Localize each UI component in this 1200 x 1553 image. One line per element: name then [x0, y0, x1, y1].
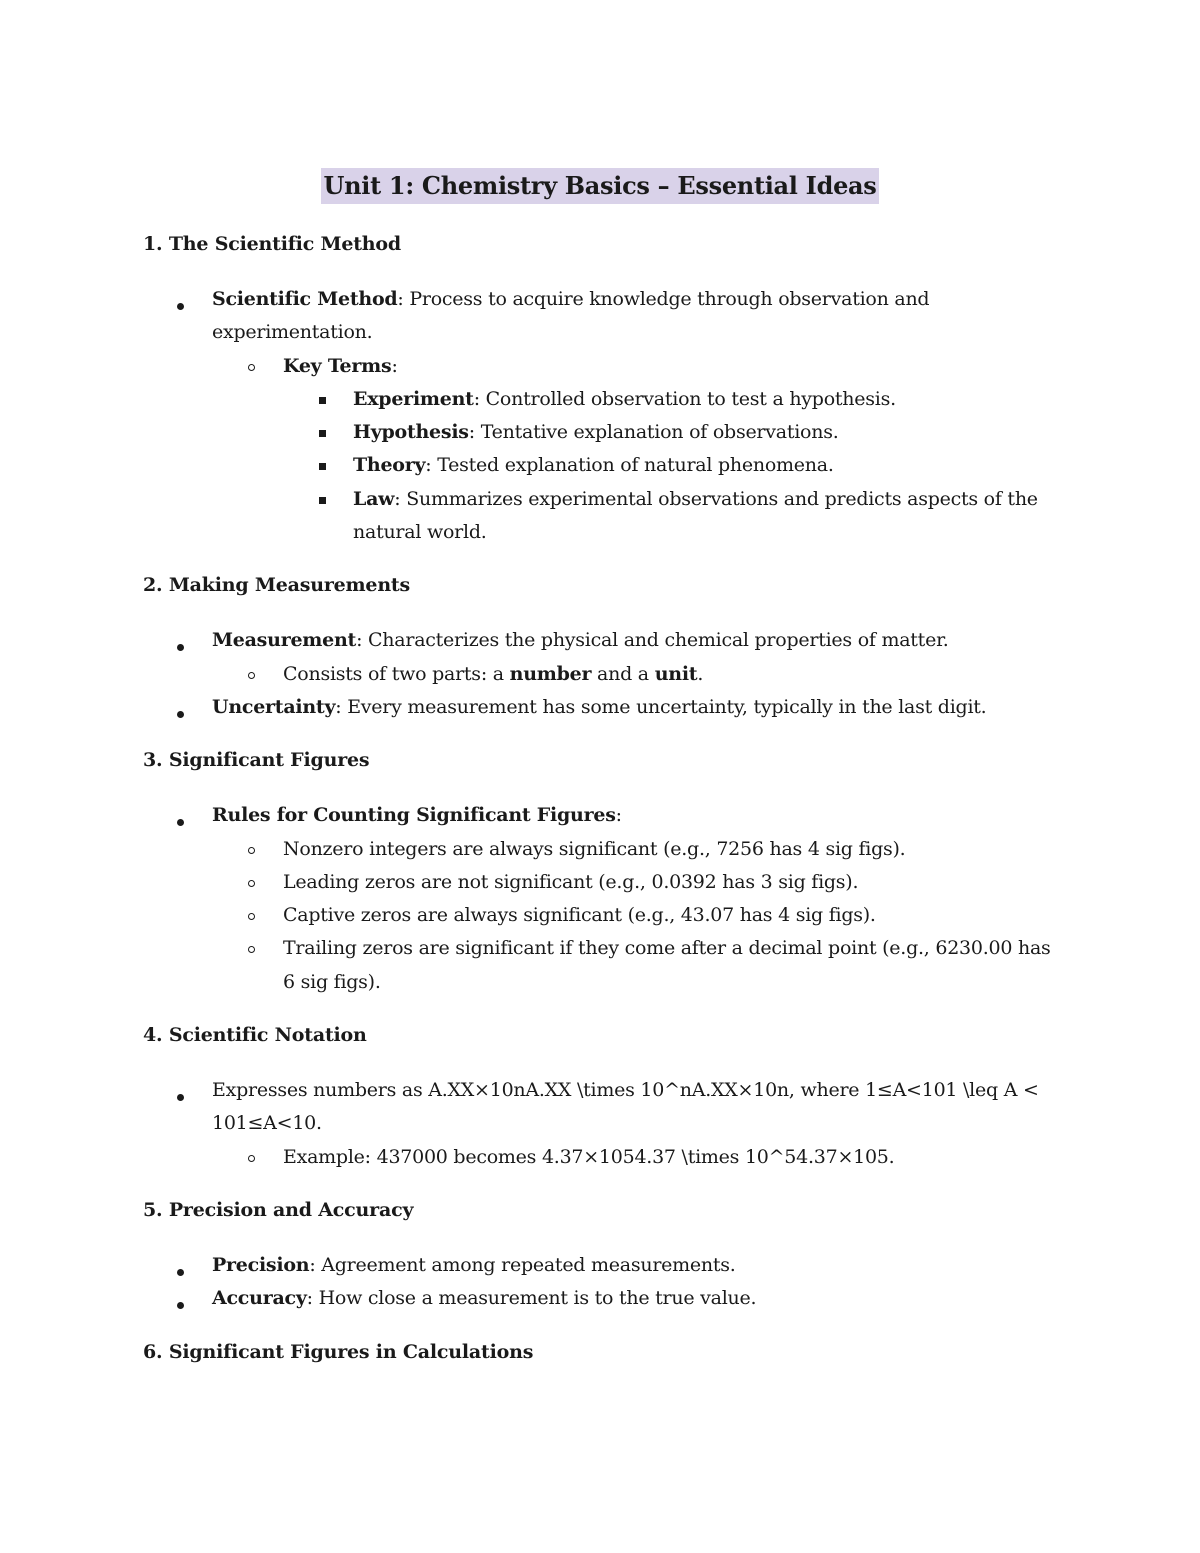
term: Theory — [353, 454, 426, 477]
term: Hypothesis — [353, 421, 469, 444]
bullet-list — [143, 799, 1063, 999]
list-item — [143, 1249, 1063, 1282]
bullet-square-icon — [319, 483, 326, 516]
bullet-circle-icon — [248, 866, 255, 899]
list-item — [143, 283, 1063, 549]
term: Experiment — [353, 387, 474, 410]
bullet-list — [143, 624, 1063, 724]
rule-text: Nonzero integers are always significant (e.g., 7256 has 4 sig figs). — [283, 837, 906, 860]
list-item — [283, 483, 1063, 550]
list-item — [143, 624, 1063, 691]
text-run: and a — [591, 662, 655, 685]
definition: : Process to acquire knowledge through observation and experimentation. — [212, 288, 930, 344]
page-title: Unit 1: Chemistry Basics – Essential Ideas — [321, 168, 878, 204]
sub-list — [212, 658, 1063, 691]
bullet-circle-icon — [248, 932, 255, 965]
list-item — [212, 833, 1063, 866]
document-content — [143, 228, 1063, 1391]
bullet-dot-icon — [177, 799, 184, 832]
list-item — [212, 899, 1063, 932]
list-item — [143, 691, 1063, 724]
bullet-circle-icon — [248, 350, 255, 383]
rule-text: Trailing zeros are significant if they come after a decimal point (e.g., 6230.00 has 6 sig figs). — [283, 937, 1051, 993]
sub-list — [212, 350, 1063, 550]
term: Precision — [212, 1253, 310, 1276]
list-item — [283, 383, 1063, 416]
list-item — [212, 932, 1063, 999]
list-item — [212, 1141, 1063, 1174]
list-item — [283, 449, 1063, 482]
example-text: Example: 437000 becomes 4.37×1054.37 \times 10^54.37×105. — [283, 1145, 895, 1168]
section-scientific-method — [143, 228, 1063, 549]
term: Uncertainty — [212, 695, 336, 718]
section-significant-figures — [143, 744, 1063, 999]
term: unit — [654, 662, 698, 685]
definition: : Every measurement has some uncertainty, typically in the last digit. — [335, 695, 987, 718]
definition: : Tested explanation of natural phenomena. — [425, 454, 834, 477]
list-item — [212, 866, 1063, 899]
bullet-circle-icon — [248, 833, 255, 866]
definition: : Tentative explanation of observations. — [468, 421, 839, 444]
bullet-circle-icon — [248, 899, 255, 932]
bullet-list — [143, 1249, 1063, 1316]
rule-text: Captive zeros are always significant (e.g., 43.07 has 4 sig figs). — [283, 904, 876, 927]
term: Key Terms — [283, 354, 392, 377]
term: number — [509, 662, 592, 685]
bullet-list — [143, 1074, 1063, 1174]
definition: : Characterizes the physical and chemical properties of matter. — [356, 629, 949, 652]
section-heading: 3. Significant Figures — [143, 749, 370, 772]
bullet-dot-icon — [177, 1249, 184, 1282]
bullet-circle-icon — [248, 1141, 255, 1174]
bullet-square-icon — [319, 383, 326, 416]
bullet-list — [143, 283, 1063, 549]
definition: : Agreement among repeated measurements. — [309, 1253, 736, 1276]
bullet-dot-icon — [177, 691, 184, 724]
section-heading: 5. Precision and Accuracy — [143, 1198, 414, 1221]
section-precision-accuracy — [143, 1194, 1063, 1316]
list-item — [283, 416, 1063, 449]
text-run: Consists of two parts: a — [283, 662, 510, 685]
sub-list — [212, 1141, 1063, 1174]
section-heading: 2. Making Measurements — [143, 574, 411, 597]
list-item — [143, 1074, 1063, 1174]
bullet-square-icon — [319, 449, 326, 482]
term: Scientific Method — [212, 288, 398, 310]
list-item — [212, 658, 1063, 691]
section-scientific-notation — [143, 1019, 1063, 1174]
sub-sub-list — [283, 383, 1063, 549]
section-heading: 4. Scientific Notation — [143, 1024, 367, 1047]
section-heading: 1. The Scientific Method — [143, 233, 401, 255]
term: Accuracy — [212, 1287, 307, 1310]
term: Rules for Counting Significant Figures — [212, 804, 616, 827]
bullet-dot-icon — [177, 1282, 184, 1315]
definition: : Controlled observation to test a hypothesis. — [473, 387, 896, 410]
term: Measurement — [212, 629, 357, 652]
bullet-dot-icon — [177, 624, 184, 657]
list-item — [143, 1282, 1063, 1315]
title-wrapper — [0, 168, 1200, 204]
notation-text: Expresses numbers as A.XX×10nA.XX \times 10^nA.XX×10n, where 1≤A<101 \leq A < 101≤A<10. — [212, 1079, 1039, 1135]
list-item — [212, 350, 1063, 550]
section-heading: 6. Significant Figures in Calculations — [143, 1340, 534, 1363]
definition: : — [615, 804, 622, 827]
rule-text: Leading zeros are not significant (e.g., 0.0392 has 3 sig figs). — [283, 870, 859, 893]
list-item — [143, 799, 1063, 999]
bullet-dot-icon — [177, 1074, 184, 1107]
sub-list — [212, 833, 1063, 999]
definition: : Summarizes experimental observations and predicts aspects of the natural world. — [353, 487, 1038, 544]
bullet-circle-icon — [248, 658, 255, 691]
section-making-measurements — [143, 569, 1063, 724]
bullet-dot-icon — [177, 283, 184, 316]
bullet-square-icon — [319, 416, 326, 449]
definition: : How close a measurement is to the true value. — [306, 1287, 757, 1310]
text-run: . — [697, 662, 704, 685]
section-sig-figs-calculations — [143, 1336, 1063, 1369]
term: Law — [353, 487, 395, 510]
definition: : — [391, 354, 398, 377]
